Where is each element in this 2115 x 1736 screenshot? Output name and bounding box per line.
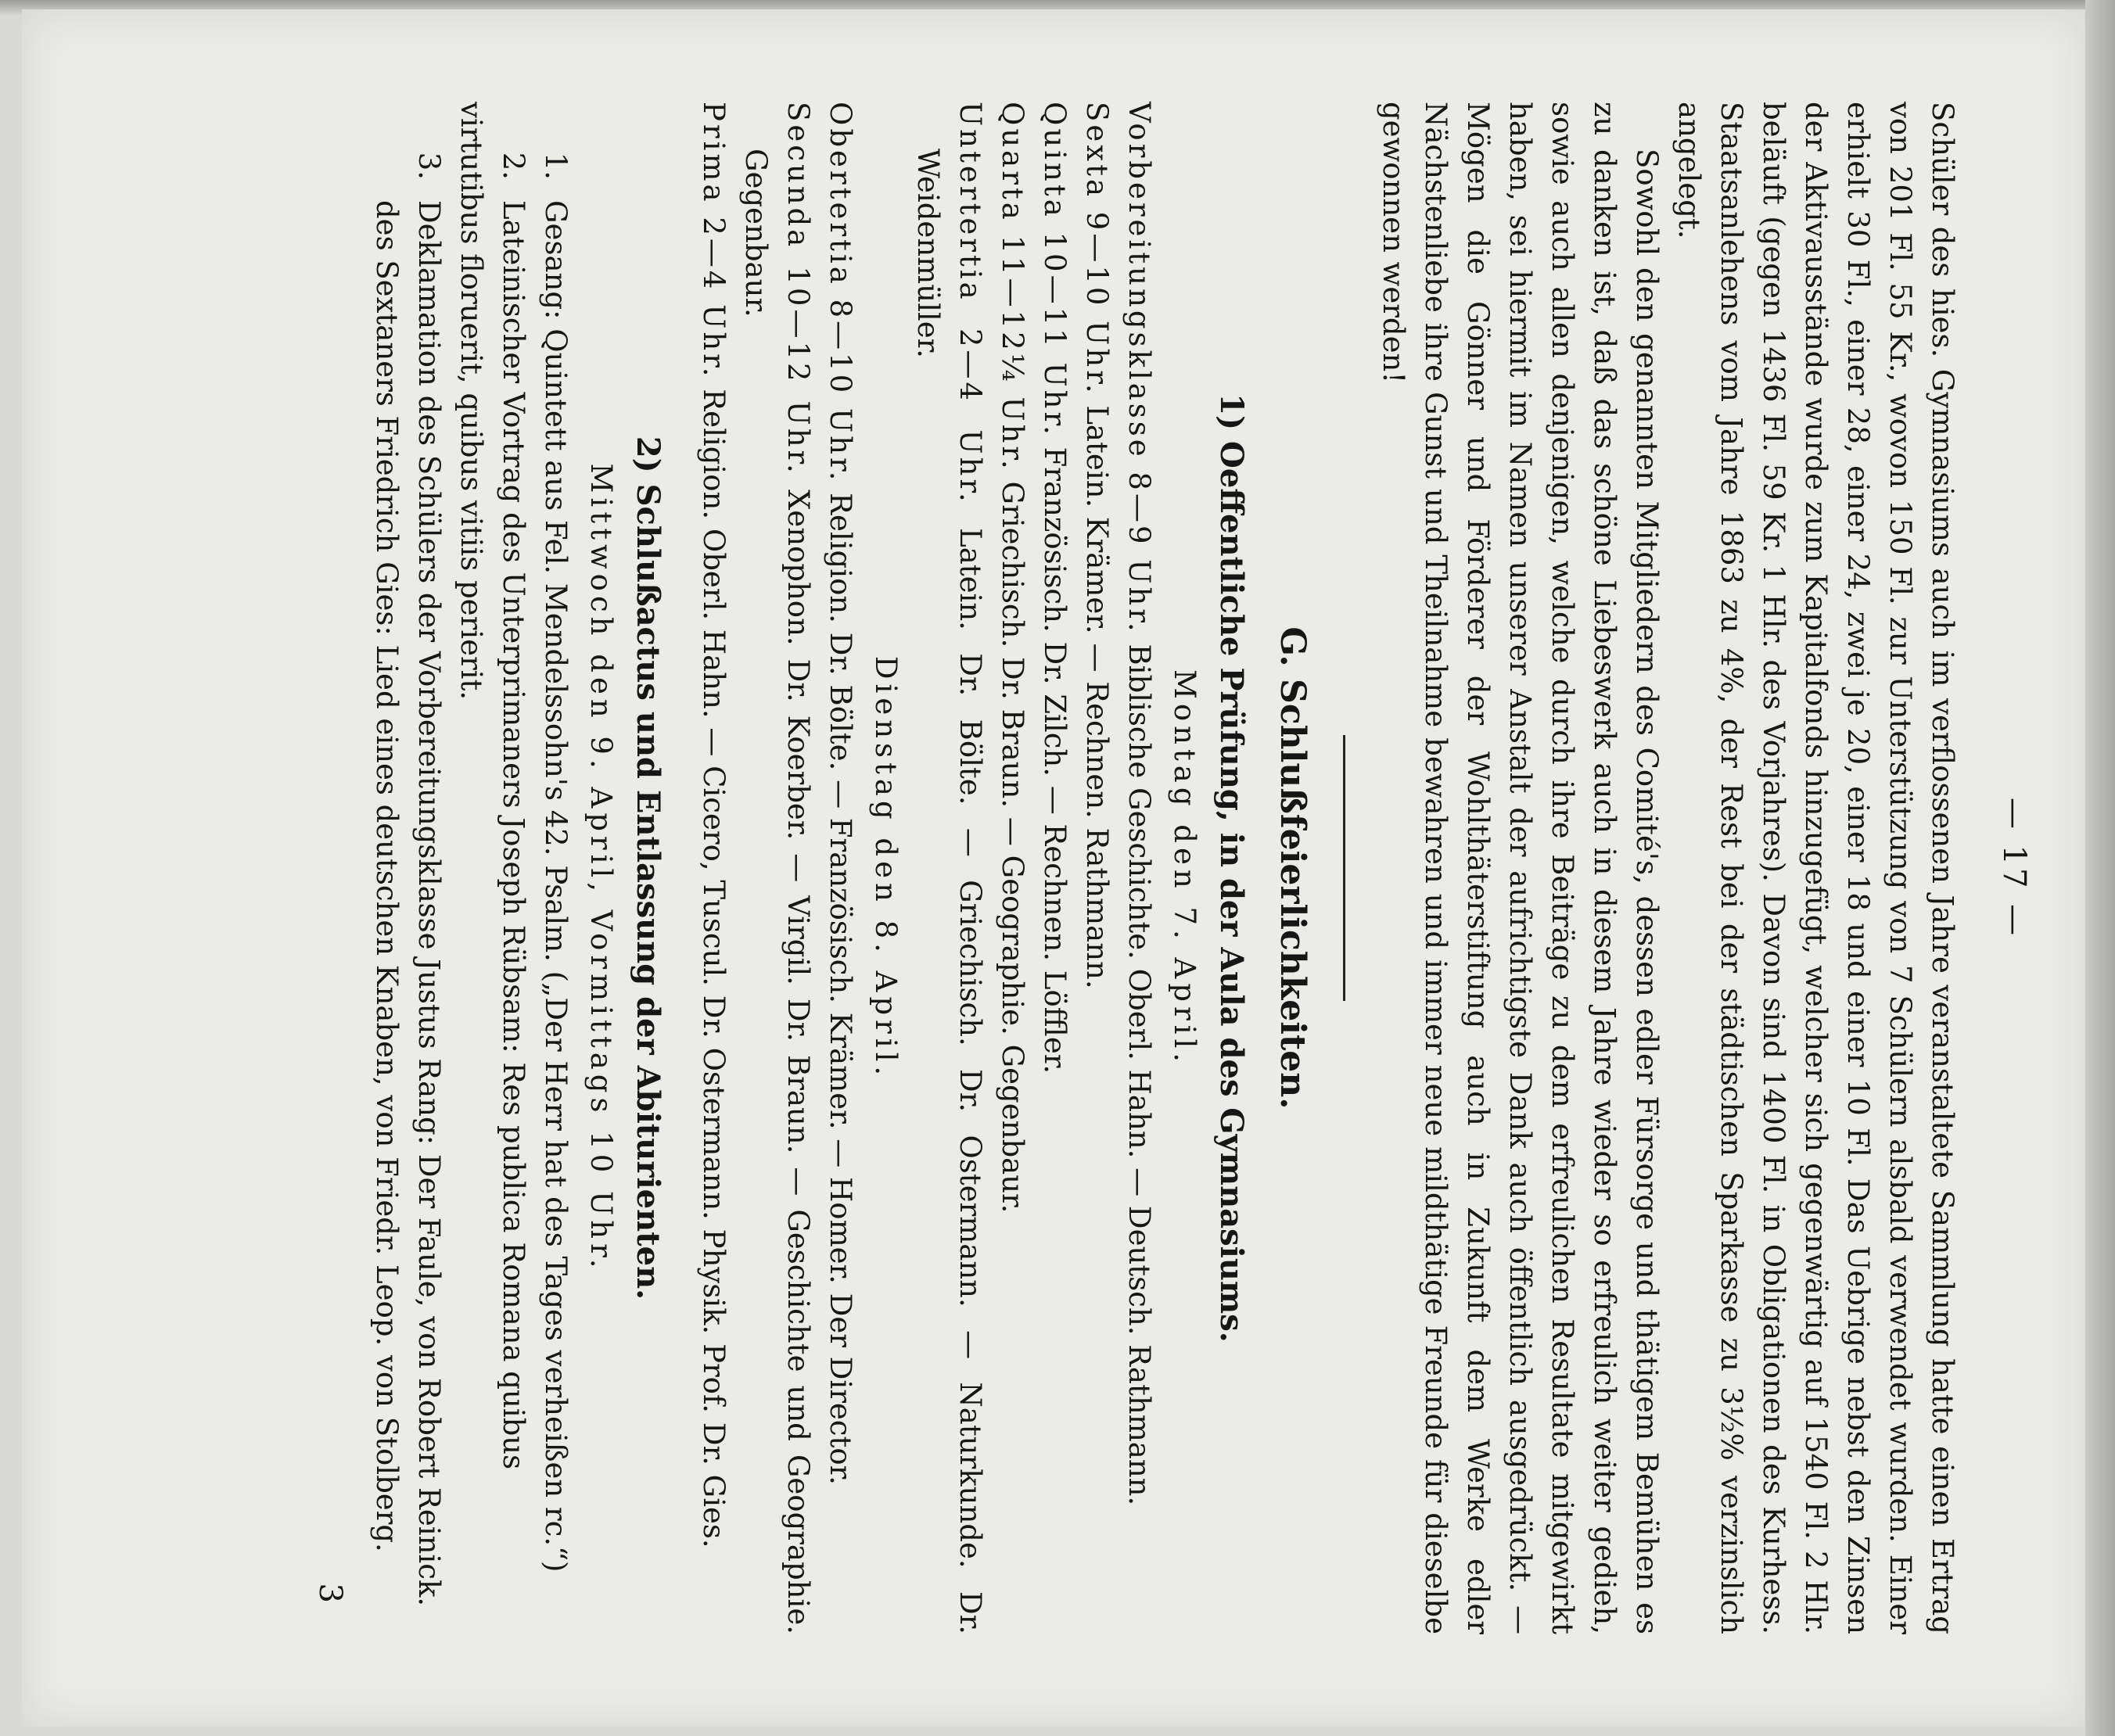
ceremony-program-2 [365,102,450,1634]
exam-day2-list [692,102,861,1634]
schedule-text: Religion. Dr. Bölte. — Französisch. Krämer. — Homer. Der Director. [824,493,857,1486]
schedule-class: Quinta 10—11 Uhr. [1038,102,1072,438]
program-number [365,102,408,200]
program-number: 2. [497,152,530,180]
intro-paragraph-2: Sowohl den genannten Mitgliedern des Comité's, dessen edler Fürsorge und thätigem Bemühen es zu danken ist, daß das schöne Liebeswerk auch in diesem Jahre wieder so erfreulich weiter gedieh, sowie auch allen denjenigen, welche durch ihre Beiträge zu dem erfreulichen Resultate mitgewirkt haben, sei hiermit im Namen unserer Anstalt der aufrichtigste Dank auch öffentlich ausgedrückt. — Mögen die Gönner und Förderer der Wohlthäterstiftung auch in Zukunft dem Werke edler Nächstenliebe ihre Gunst und Theilnahme bewahren und immer neue mildthätige Freunde für dieselbe gewonnen werden! [1377,102,1664,1634]
program-item [534,102,576,1634]
program-item [365,102,408,1634]
schedule-text: Französisch. Dr. Zilch. — Rechnen. Löffler. [1038,447,1072,1074]
section-title: G. Schlußfeierlichkeiten. [1273,626,1312,1110]
program-item [408,102,450,1634]
ceremony-title: 2) Schlußactus und Entlassung der Abiturienten. [630,436,666,1300]
program-text: Deklamation des Schülers der Vorbereitungsklasse Justus Rang: Der Faule, von Robert Reinick. [412,200,446,1607]
schedule-class: Sexta 9—10 Uhr. [1080,102,1114,396]
page-number: — 17 — [1996,797,2032,939]
schedule-row [1075,102,1118,1634]
program-continuation: virtutibus floruerit, quibus vitiis perierit. [454,102,488,701]
schedule-row [1118,102,1160,1634]
exam-day2-date: Dienstag den 8. April. [869,655,903,1081]
spacer [669,102,692,1634]
schedule-text: Religion. Oberl. Hahn. — Cicero, Tuscul. Dr. Ostermann. Physik. Prof. Dr. Gies. [697,389,731,1548]
schedule-class: Untertertia 2—4 Uhr. [953,102,987,505]
program-number: 3. [412,152,446,180]
book-gutter [2085,0,2115,1736]
schedule-class: Vorbereitungsklasse 8—9 Uhr. [1122,102,1156,635]
section-divider [1343,735,1345,1001]
program-text: Lateinischer Vortrag des Unterprimaners Joseph Rübsam: Res publica Romana quibus [497,200,530,1470]
schedule-row [1033,102,1075,1634]
schedule-text: Xenophon. Dr. Koerber. — Virgil. Dr. Braun. — Geschichte und Geographie. Gegenbaur. [739,149,815,1634]
schedule-class: Obertertia 8—10 Uhr. [824,102,857,484]
schedule-text: Griechisch. Dr. Braun. — Geographie. Gegenbaur. [996,481,1029,1214]
ceremony-program [492,102,576,1634]
intro-paragraph-1: Schüler des hies. Gymnasiums auch im verflossenen Jahre veranstaltete Sammlung hatte einen Ertrag von 201 Fl. 55 Kr., wovon 150 Fl. zur Unterstützung von 7 Schülern alsbald verwendet wurden. Einer erhielt 30 Fl., einer 28, einer 24, zwei je 20, einer 18 und einer 10 Fl. Das Uebrige nebst den Zinsen der Aktivausstände wurde zum Kapitalfonds hinzugefügt, welcher sich gegenwärtig auf 1540 Fl. 2 Hlr. beläuft (gegen 1436 Fl. 59 Kr. 1 Hlr. des Vorjahres). Davon sind 1400 Fl. in Obligationen des Kurhess. Staatsanlehens vom Jahre 1863 zu 4%, der Rest bei der städtischen Sparkasse zu 3½% verzinslich angelegt. [1672,102,1959,1634]
schedule-class: Quarta 11—12¼ Uhr. [996,102,1029,472]
schedule-class: Secunda 10—12 Uhr. [781,102,815,476]
program-text: des Sextaners Friedrich Gies: Lied eines deutschen Knaben, von Friedr. Leop. von Stolberg. [370,200,404,1552]
schedule-text: Latein. Dr. Bölte. — Griechisch. Dr. Ostermann. — Naturkunde. Dr. Weidenmüller. [911,149,987,1634]
schedule-row [907,102,991,1634]
schedule-row [819,102,861,1634]
exam-day1-list [907,102,1160,1634]
schedule-text: Latein. Krämer. — Rechnen. Rathmann. [1080,405,1114,989]
rotated-text-block [80,102,2035,1634]
exam-title: 1) Oeffentliche Prüfung, in der Aula des Gymnasiums. [1213,393,1250,1343]
program-item [492,102,534,1634]
sheet-signature: 3 [312,1583,348,1603]
exam-day1-date: Montag den 7. April. [1168,669,1201,1067]
schedule-text: Biblische Geschichte. Oberl. Hahn. — Deutsch. Rathmann. [1122,644,1156,1506]
program-text: Gesang: Quintett aus Fel. Mendelssohn's 42. Psalm. („Der Herr hat des Tages verheißen rc.“) [539,200,573,1573]
program-number: 1. [539,152,573,180]
schedule-class: Prima 2—4 Uhr. [697,102,731,380]
ceremony-date: Mittwoch den 9. April, Vormittags 10 Uhr. [584,463,618,1273]
schedule-row [734,102,819,1634]
schedule-row [991,102,1033,1634]
schedule-row [692,102,734,1634]
